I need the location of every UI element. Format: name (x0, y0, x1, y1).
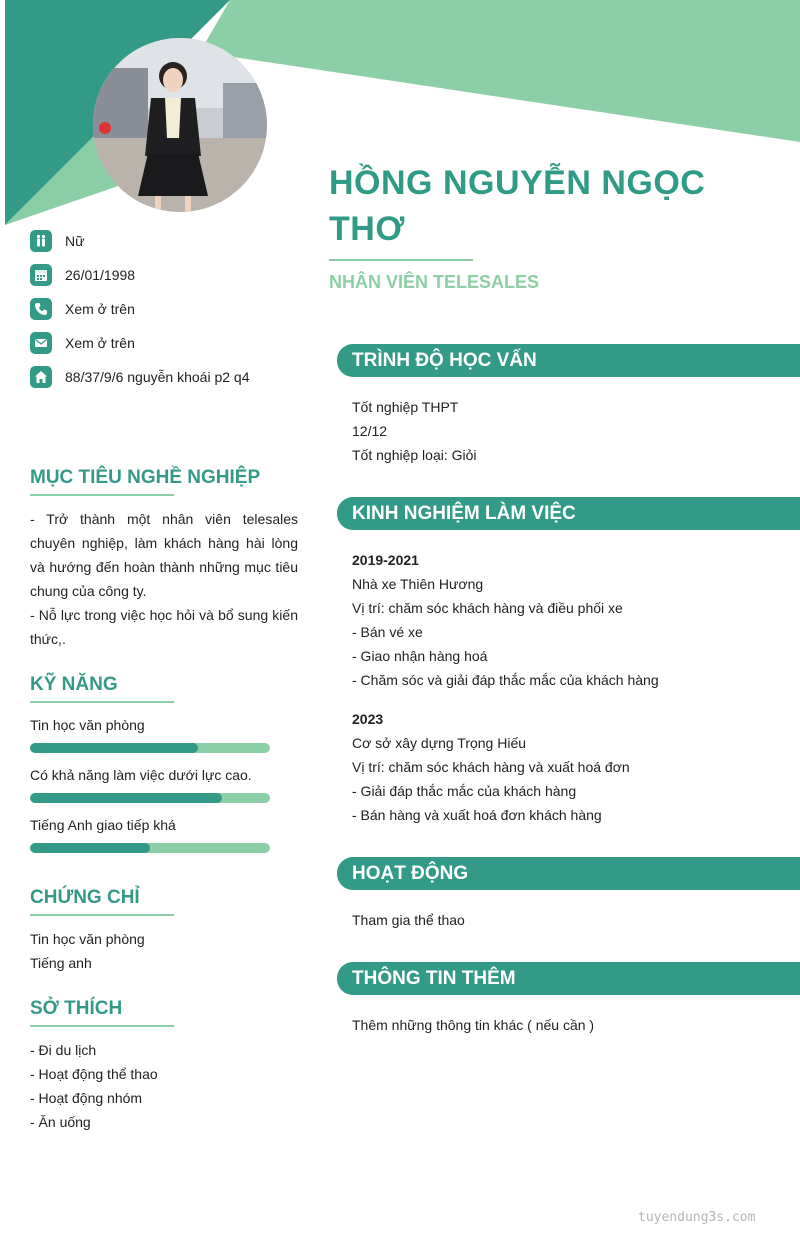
avatar (93, 38, 267, 212)
email-icon (30, 332, 52, 354)
home-icon (30, 366, 52, 388)
job-position: Vị trí: chăm sóc khách hàng và xuất hoá đơn (352, 759, 630, 775)
profile-photo-icon (93, 38, 267, 212)
experience-heading: KINH NGHIỆM LÀM VIỆC (337, 497, 800, 530)
job-company: Cơ sở xây dựng Trọng Hiếu (352, 735, 527, 751)
job-task: - Giao nhận hàng hoá (352, 648, 488, 664)
activity-line: Tham gia thể thao (352, 912, 465, 928)
gender-text: Nữ (65, 233, 85, 249)
email-text: Xem ở trên (65, 335, 135, 351)
job-task: - Chăm sóc và giải đáp thắc mắc của khách hàng (352, 672, 659, 688)
contact-email (30, 326, 320, 360)
job-title: NHÂN VIÊN TELESALES (329, 272, 540, 292)
skill-label: Tin học văn phòng (30, 717, 145, 733)
activities-details (352, 908, 782, 932)
activities-heading: HOẠT ĐỘNG (337, 857, 800, 890)
address-text: 88/37/9/6 nguyễn khoái p2 q4 (65, 369, 250, 385)
objective-underline (30, 494, 174, 496)
additional-info-heading: THÔNG TIN THÊM (337, 962, 800, 995)
certificates-underline (30, 914, 174, 916)
contact-phone (30, 292, 320, 326)
birthday-text: 26/01/1998 (65, 267, 136, 283)
job-company: Nhà xe Thiên Hương (352, 576, 484, 592)
experience-job (352, 548, 782, 692)
skill-bar (30, 843, 270, 853)
skills-underline (30, 701, 174, 703)
job-period: 2019-2021 (352, 552, 419, 568)
hobby-item: - Ăn uống (30, 1114, 91, 1130)
additional-info-details (352, 1013, 782, 1037)
watermark: tuyendung3s.com (638, 1210, 756, 1225)
hobby-item: - Đi du lịch (30, 1042, 97, 1058)
certificate-item: Tin học văn phòng (30, 931, 145, 947)
contact-address (30, 360, 320, 394)
skill-level-fill (30, 843, 150, 853)
certificate-item: Tiếng anh (30, 955, 92, 971)
job-period: 2023 (352, 711, 384, 727)
phone-icon (30, 298, 52, 320)
hobbies-underline (30, 1025, 174, 1027)
contact-list (30, 224, 320, 394)
hobby-item: - Hoạt động thể thao (30, 1066, 158, 1082)
full-name: HỒNG NGUYỄN NGỌC THƠ (329, 164, 706, 248)
skill-level-fill (30, 743, 198, 753)
skill-bar (30, 793, 270, 803)
certificates-list (30, 927, 298, 975)
skill-level-fill (30, 793, 222, 803)
objective-line: - Nỗ lực trong việc học hỏi và bổ sung kiến thức,. (30, 607, 298, 647)
experience-job (352, 707, 782, 827)
education-heading: TRÌNH ĐỘ HỌC VẤN (337, 344, 800, 377)
objective-heading: MỤC TIÊU NGHỀ NGHIỆP (30, 467, 261, 488)
education-details (352, 395, 782, 467)
job-task: - Bán hàng và xuất hoá đơn khách hàng (352, 807, 602, 823)
hobbies-list (30, 1038, 298, 1134)
gender-icon (30, 230, 52, 252)
skill-label: Tiếng Anh giao tiếp khá (30, 817, 176, 833)
skills-heading: KỸ NĂNG (30, 674, 118, 695)
education-line: 12/12 (352, 423, 388, 439)
education-line: Tốt nghiệp THPT (352, 399, 459, 415)
skill-bar (30, 743, 270, 753)
job-position: Vị trí: chăm sóc khách hàng và điều phối xe (352, 600, 623, 616)
objective-text (30, 507, 298, 651)
name-underline (329, 259, 473, 261)
objective-line: - Trở thành một nhân viên telesales chuyên nghiệp, làm khách hàng hài lòng và hướng đến hoàn thành những mục tiêu chung của công ty. (30, 511, 298, 599)
contact-birthday (30, 258, 320, 292)
education-line: Tốt nghiệp loại: Giỏi (352, 447, 477, 463)
contact-gender (30, 224, 320, 258)
skill-label: Có khả năng làm việc dưới lực cao. (30, 767, 252, 783)
certificates-heading: CHỨNG CHỈ (30, 887, 140, 908)
hobby-item: - Hoạt động nhóm (30, 1090, 143, 1106)
phone-text: Xem ở trên (65, 301, 135, 317)
additional-info-line: Thêm những thông tin khác ( nếu cần ) (352, 1017, 595, 1033)
job-task: - Giải đáp thắc mắc của khách hàng (352, 783, 577, 799)
calendar-icon (30, 264, 52, 286)
job-task: - Bán vé xe (352, 624, 423, 640)
hobbies-heading: SỞ THÍCH (30, 998, 123, 1019)
